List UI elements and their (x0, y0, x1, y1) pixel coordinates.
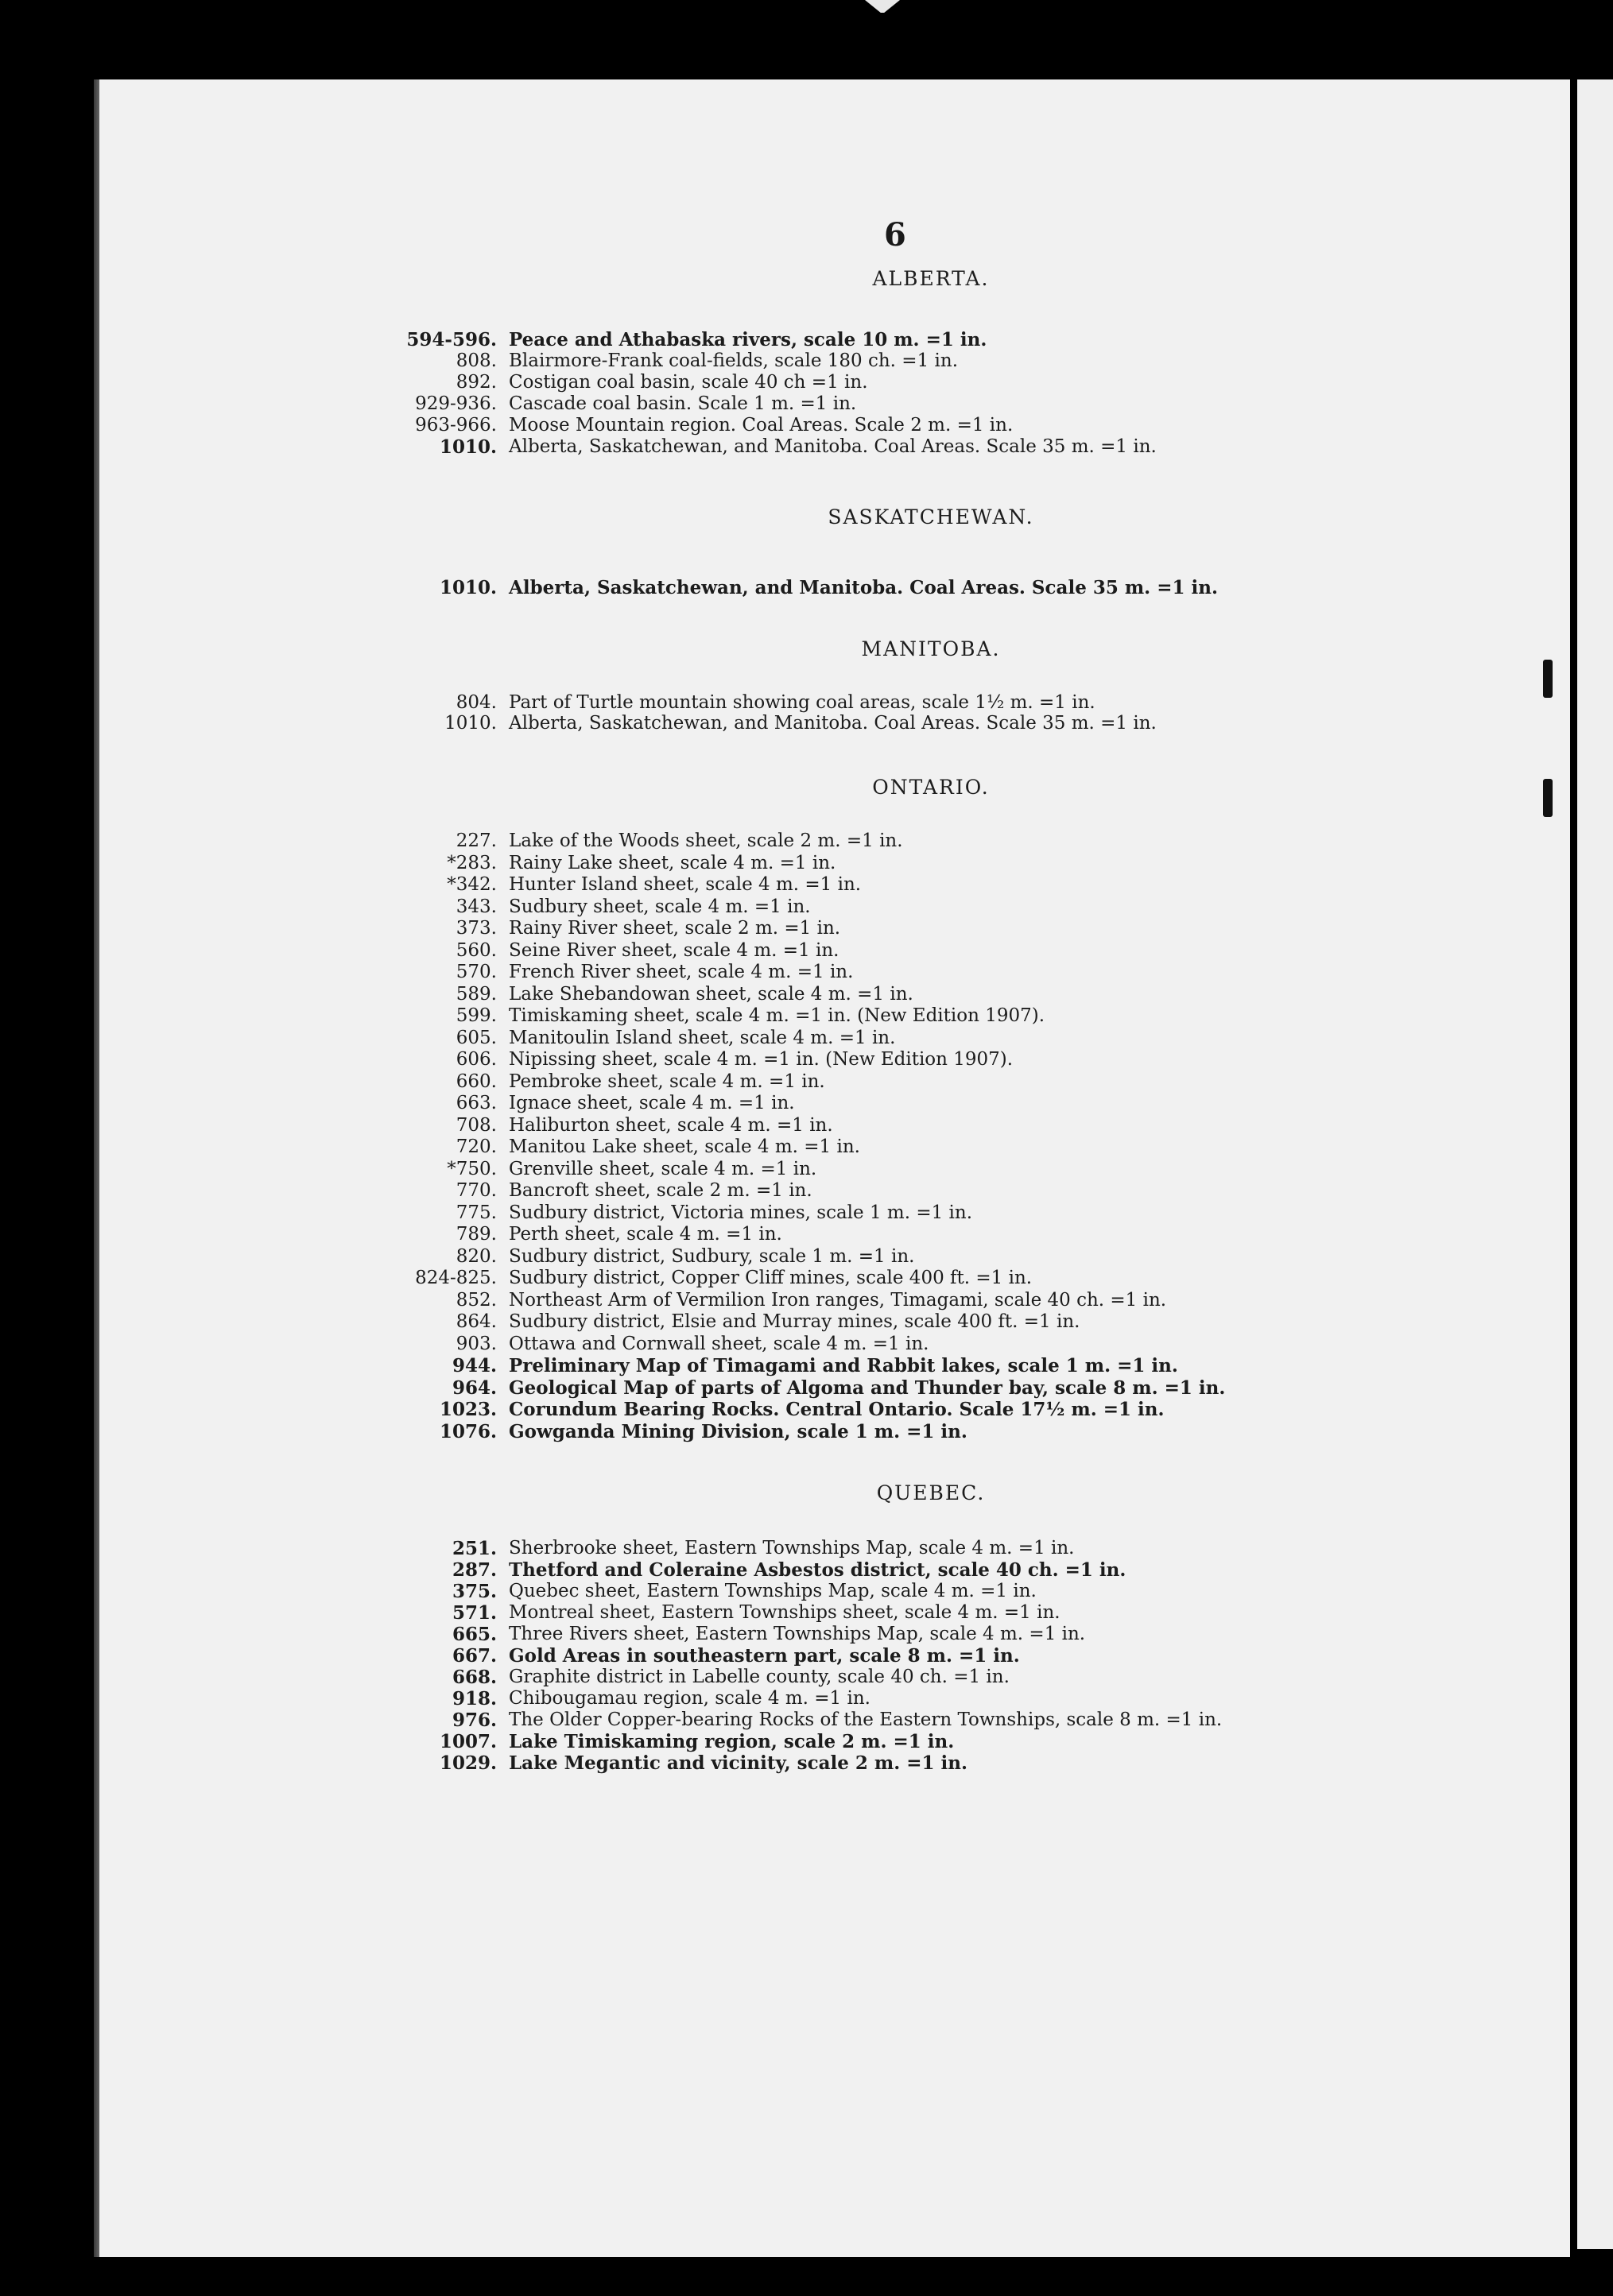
map-title: Alberta, Saskatchewan, and Manitoba. Coal Areas. Scale 35 m. =1 in. (509, 436, 1157, 457)
map-title: Timiskaming sheet, scale 4 m. =1 in. (New Edition 1907). (509, 1005, 1045, 1026)
map-title: Peace and Athabaska rivers, scale 10 m. =1 in. (509, 329, 987, 350)
list-item (0, 1180, 1431, 1202)
map-number: 1076. (439, 1420, 497, 1442)
list-item (0, 1645, 1431, 1667)
map-number: *342. (447, 874, 497, 895)
list-item (0, 984, 1431, 1006)
map-number: 775. (456, 1202, 497, 1223)
list-item (0, 692, 1431, 714)
list-item (0, 372, 1431, 394)
list-item (0, 1559, 1431, 1582)
map-number: 864. (456, 1311, 497, 1332)
map-title: Cascade coal basin. Scale 1 m. =1 in. (509, 393, 857, 414)
map-number: 1010. (439, 436, 497, 458)
list-item (0, 1268, 1431, 1290)
list-item (0, 350, 1431, 373)
list-item (0, 1538, 1431, 1560)
scan-edge-mark (1543, 660, 1553, 698)
list-item (0, 713, 1431, 735)
list-item (0, 940, 1431, 962)
map-title: Manitou Lake sheet, scale 4 m. =1 in. (509, 1136, 860, 1157)
map-title: Graphite district in Labelle county, scale 40 ch. =1 in. (509, 1667, 1010, 1687)
list-item (0, 896, 1431, 919)
map-number: 373. (456, 918, 497, 939)
list-item (0, 1071, 1431, 1094)
map-number: 1007. (439, 1731, 497, 1752)
list-item (0, 1752, 1431, 1775)
map-title: Lake of the Woods sheet, scale 2 m. =1 in. (509, 831, 903, 851)
map-number: 944. (452, 1355, 497, 1376)
map-number: 720. (456, 1136, 497, 1157)
map-number: 929-936. (415, 393, 497, 414)
list-item (0, 436, 1431, 459)
list-item (0, 1028, 1431, 1050)
map-number: 963-966. (415, 415, 497, 436)
page-number: 6 (884, 216, 906, 254)
list-item (0, 1355, 1431, 1377)
map-title: Rainy Lake sheet, scale 4 m. =1 in. (509, 852, 836, 873)
map-title: Sudbury district, Elsie and Murray mines, scale 400 ft. =1 in. (509, 1311, 1080, 1332)
list-item (0, 1311, 1431, 1334)
list-item (0, 1421, 1431, 1443)
map-title: Ottawa and Cornwall sheet, scale 4 m. =1 in. (509, 1333, 929, 1354)
page-gutter (1571, 64, 1577, 2249)
map-title: Costigan coal basin, scale 40 ch =1 in. (509, 372, 868, 393)
list-item (0, 1334, 1431, 1356)
list-item (0, 1224, 1431, 1246)
map-title: Corundum Bearing Rocks. Central Ontario. Scale 17½ m. =1 in. (509, 1399, 1165, 1420)
list-item (0, 1115, 1431, 1137)
map-number: 820. (456, 1245, 497, 1267)
map-number: 571. (452, 1602, 497, 1624)
map-number: 594-596. (406, 329, 497, 350)
map-number: 599. (456, 1005, 497, 1026)
map-title: Perth sheet, scale 4 m. =1 in. (509, 1224, 782, 1245)
map-title: Sudbury district, Copper Cliff mines, scale 400 ft. =1 in. (509, 1268, 1033, 1288)
map-title: Sudbury district, Sudbury, scale 1 m. =1 in. (509, 1245, 915, 1267)
map-title: Gowganda Mining Division, scale 1 m. =1 in. (509, 1420, 967, 1442)
map-title: Ignace sheet, scale 4 m. =1 in. (509, 1093, 795, 1113)
map-number: 227. (456, 831, 497, 851)
map-title: Grenville sheet, scale 4 m. =1 in. (509, 1158, 817, 1179)
map-title: Manitoulin Island sheet, scale 4 m. =1 in. (509, 1027, 896, 1048)
list-item (0, 415, 1431, 437)
map-number: 589. (456, 983, 497, 1005)
map-title: The Older Copper-bearing Rocks of the Eastern Townships, scale 8 m. =1 in. (509, 1709, 1223, 1730)
map-number: 804. (456, 692, 497, 713)
map-title: Gold Areas in southeastern part, scale 8 m. =1 in. (509, 1645, 1020, 1667)
list-item (0, 1202, 1431, 1225)
map-number: 1010. (444, 713, 497, 734)
list-item (0, 874, 1431, 896)
section-heading-ontario: ONTARIO. (872, 776, 990, 799)
section-heading-manitoba: MANITOBA. (861, 637, 1001, 660)
map-number: 663. (456, 1093, 497, 1113)
map-number: 665. (452, 1624, 497, 1645)
map-number: *283. (447, 852, 497, 873)
scan-edge-mark (1543, 779, 1553, 817)
list-item (0, 1399, 1431, 1421)
map-number: 668. (452, 1667, 497, 1688)
map-title: Moose Mountain region. Coal Areas. Scale 2 m. =1 in. (509, 415, 1014, 436)
map-number: 892. (456, 372, 497, 393)
map-title: Thetford and Coleraine Asbestos district, scale 40 ch. =1 in. (509, 1559, 1126, 1581)
facing-page-edge (1577, 79, 1613, 2249)
list-item (0, 1159, 1431, 1181)
map-title: Pembroke sheet, scale 4 m. =1 in. (509, 1071, 825, 1092)
map-title: Blairmore-Frank coal-fields, scale 180 ch. =1 in. (509, 350, 959, 371)
section-heading-alberta: ALBERTA. (872, 267, 990, 290)
map-title: Haliburton sheet, scale 4 m. =1 in. (509, 1114, 833, 1136)
map-title: Northeast Arm of Vermilion Iron ranges, Timagami, scale 40 ch. =1 in. (509, 1289, 1167, 1311)
map-title: Quebec sheet, Eastern Townships Map, scale 4 m. =1 in. (509, 1581, 1037, 1601)
section-heading-saskatchewan: SASKATCHEWAN. (828, 505, 1034, 529)
map-title: Three Rivers sheet, Eastern Townships Map, scale 4 m. =1 in. (509, 1624, 1086, 1644)
list-item (0, 1667, 1431, 1689)
map-number: 808. (456, 350, 497, 371)
map-title: Sudbury district, Victoria mines, scale 1 m. =1 in. (509, 1202, 973, 1223)
list-item (0, 1709, 1431, 1732)
list-item (0, 1093, 1431, 1115)
list-item (0, 1005, 1431, 1028)
list-item (0, 1731, 1431, 1753)
map-number: 570. (456, 962, 497, 982)
map-number: 976. (452, 1709, 497, 1731)
map-number: 708. (456, 1114, 497, 1136)
map-number: 375. (452, 1581, 497, 1602)
map-number: 606. (456, 1049, 497, 1070)
map-number: 287. (452, 1559, 497, 1581)
list-item (0, 1602, 1431, 1624)
map-title: Montreal sheet, Eastern Townships sheet, scale 4 m. =1 in. (509, 1602, 1060, 1623)
list-item (0, 1136, 1431, 1159)
list-item (0, 393, 1431, 416)
map-number: 1010. (439, 577, 497, 598)
map-title: Part of Turtle mountain showing coal areas, scale 1½ m. =1 in. (509, 692, 1095, 713)
list-item (0, 1049, 1431, 1071)
list-item (0, 1581, 1431, 1603)
list-item (0, 1624, 1431, 1646)
map-title: Hunter Island sheet, scale 4 m. =1 in. (509, 874, 862, 895)
map-number: *750. (447, 1158, 497, 1179)
map-number: 560. (456, 939, 497, 961)
map-title: Seine River sheet, scale 4 m. =1 in. (509, 939, 839, 961)
map-title: Sherbrooke sheet, Eastern Townships Map, scale 4 m. =1 in. (509, 1538, 1075, 1558)
map-number: 964. (452, 1376, 497, 1399)
map-title: Sudbury sheet, scale 4 m. =1 in. (509, 896, 811, 917)
map-title: Alberta, Saskatchewan, and Manitoba. Coal Areas. Scale 35 m. =1 in. (509, 577, 1218, 598)
map-number: 660. (456, 1071, 497, 1092)
list-item (0, 329, 1431, 351)
map-title: Chibougamau region, scale 4 m. =1 in. (509, 1688, 870, 1709)
map-number: 789. (456, 1224, 497, 1245)
map-title: Nipissing sheet, scale 4 m. =1 in. (New Edition 1907). (509, 1049, 1014, 1070)
list-item (0, 962, 1431, 984)
map-number: 770. (456, 1180, 497, 1201)
list-item (0, 853, 1431, 875)
map-title: Lake Timiskaming region, scale 2 m. =1 in. (509, 1731, 955, 1752)
list-item (0, 1377, 1431, 1400)
scan-top-mark (865, 0, 900, 13)
map-number: 605. (456, 1027, 497, 1048)
map-number: 918. (452, 1688, 497, 1709)
map-number: 343. (456, 896, 497, 917)
list-item (0, 577, 1431, 599)
map-number: 903. (456, 1333, 497, 1354)
map-title: Bancroft sheet, scale 2 m. =1 in. (509, 1180, 812, 1201)
map-title: Lake Shebandowan sheet, scale 4 m. =1 in. (509, 983, 913, 1005)
map-title: Lake Megantic and vicinity, scale 2 m. =1 in. (509, 1752, 967, 1774)
list-item (0, 918, 1431, 940)
map-title: Alberta, Saskatchewan, and Manitoba. Coal Areas. Scale 35 m. =1 in. (509, 713, 1157, 734)
list-item (0, 831, 1431, 853)
list-item (0, 1246, 1431, 1268)
map-title: Preliminary Map of Timagami and Rabbit lakes, scale 1 m. =1 in. (509, 1355, 1178, 1376)
list-item (0, 1290, 1431, 1312)
map-title: Rainy River sheet, scale 2 m. =1 in. (509, 918, 841, 939)
map-number: 1023. (439, 1399, 497, 1420)
section-heading-quebec: QUEBEC. (876, 1481, 986, 1504)
list-item (0, 1688, 1431, 1710)
map-number: 852. (456, 1289, 497, 1311)
map-number: 1029. (439, 1752, 497, 1774)
map-number: 251. (452, 1538, 497, 1559)
map-number: 667. (452, 1645, 497, 1667)
map-title: French River sheet, scale 4 m. =1 in. (509, 962, 854, 982)
map-number: 824-825. (415, 1268, 497, 1288)
map-title: Geological Map of parts of Algoma and Thunder bay, scale 8 m. =1 in. (509, 1376, 1226, 1399)
